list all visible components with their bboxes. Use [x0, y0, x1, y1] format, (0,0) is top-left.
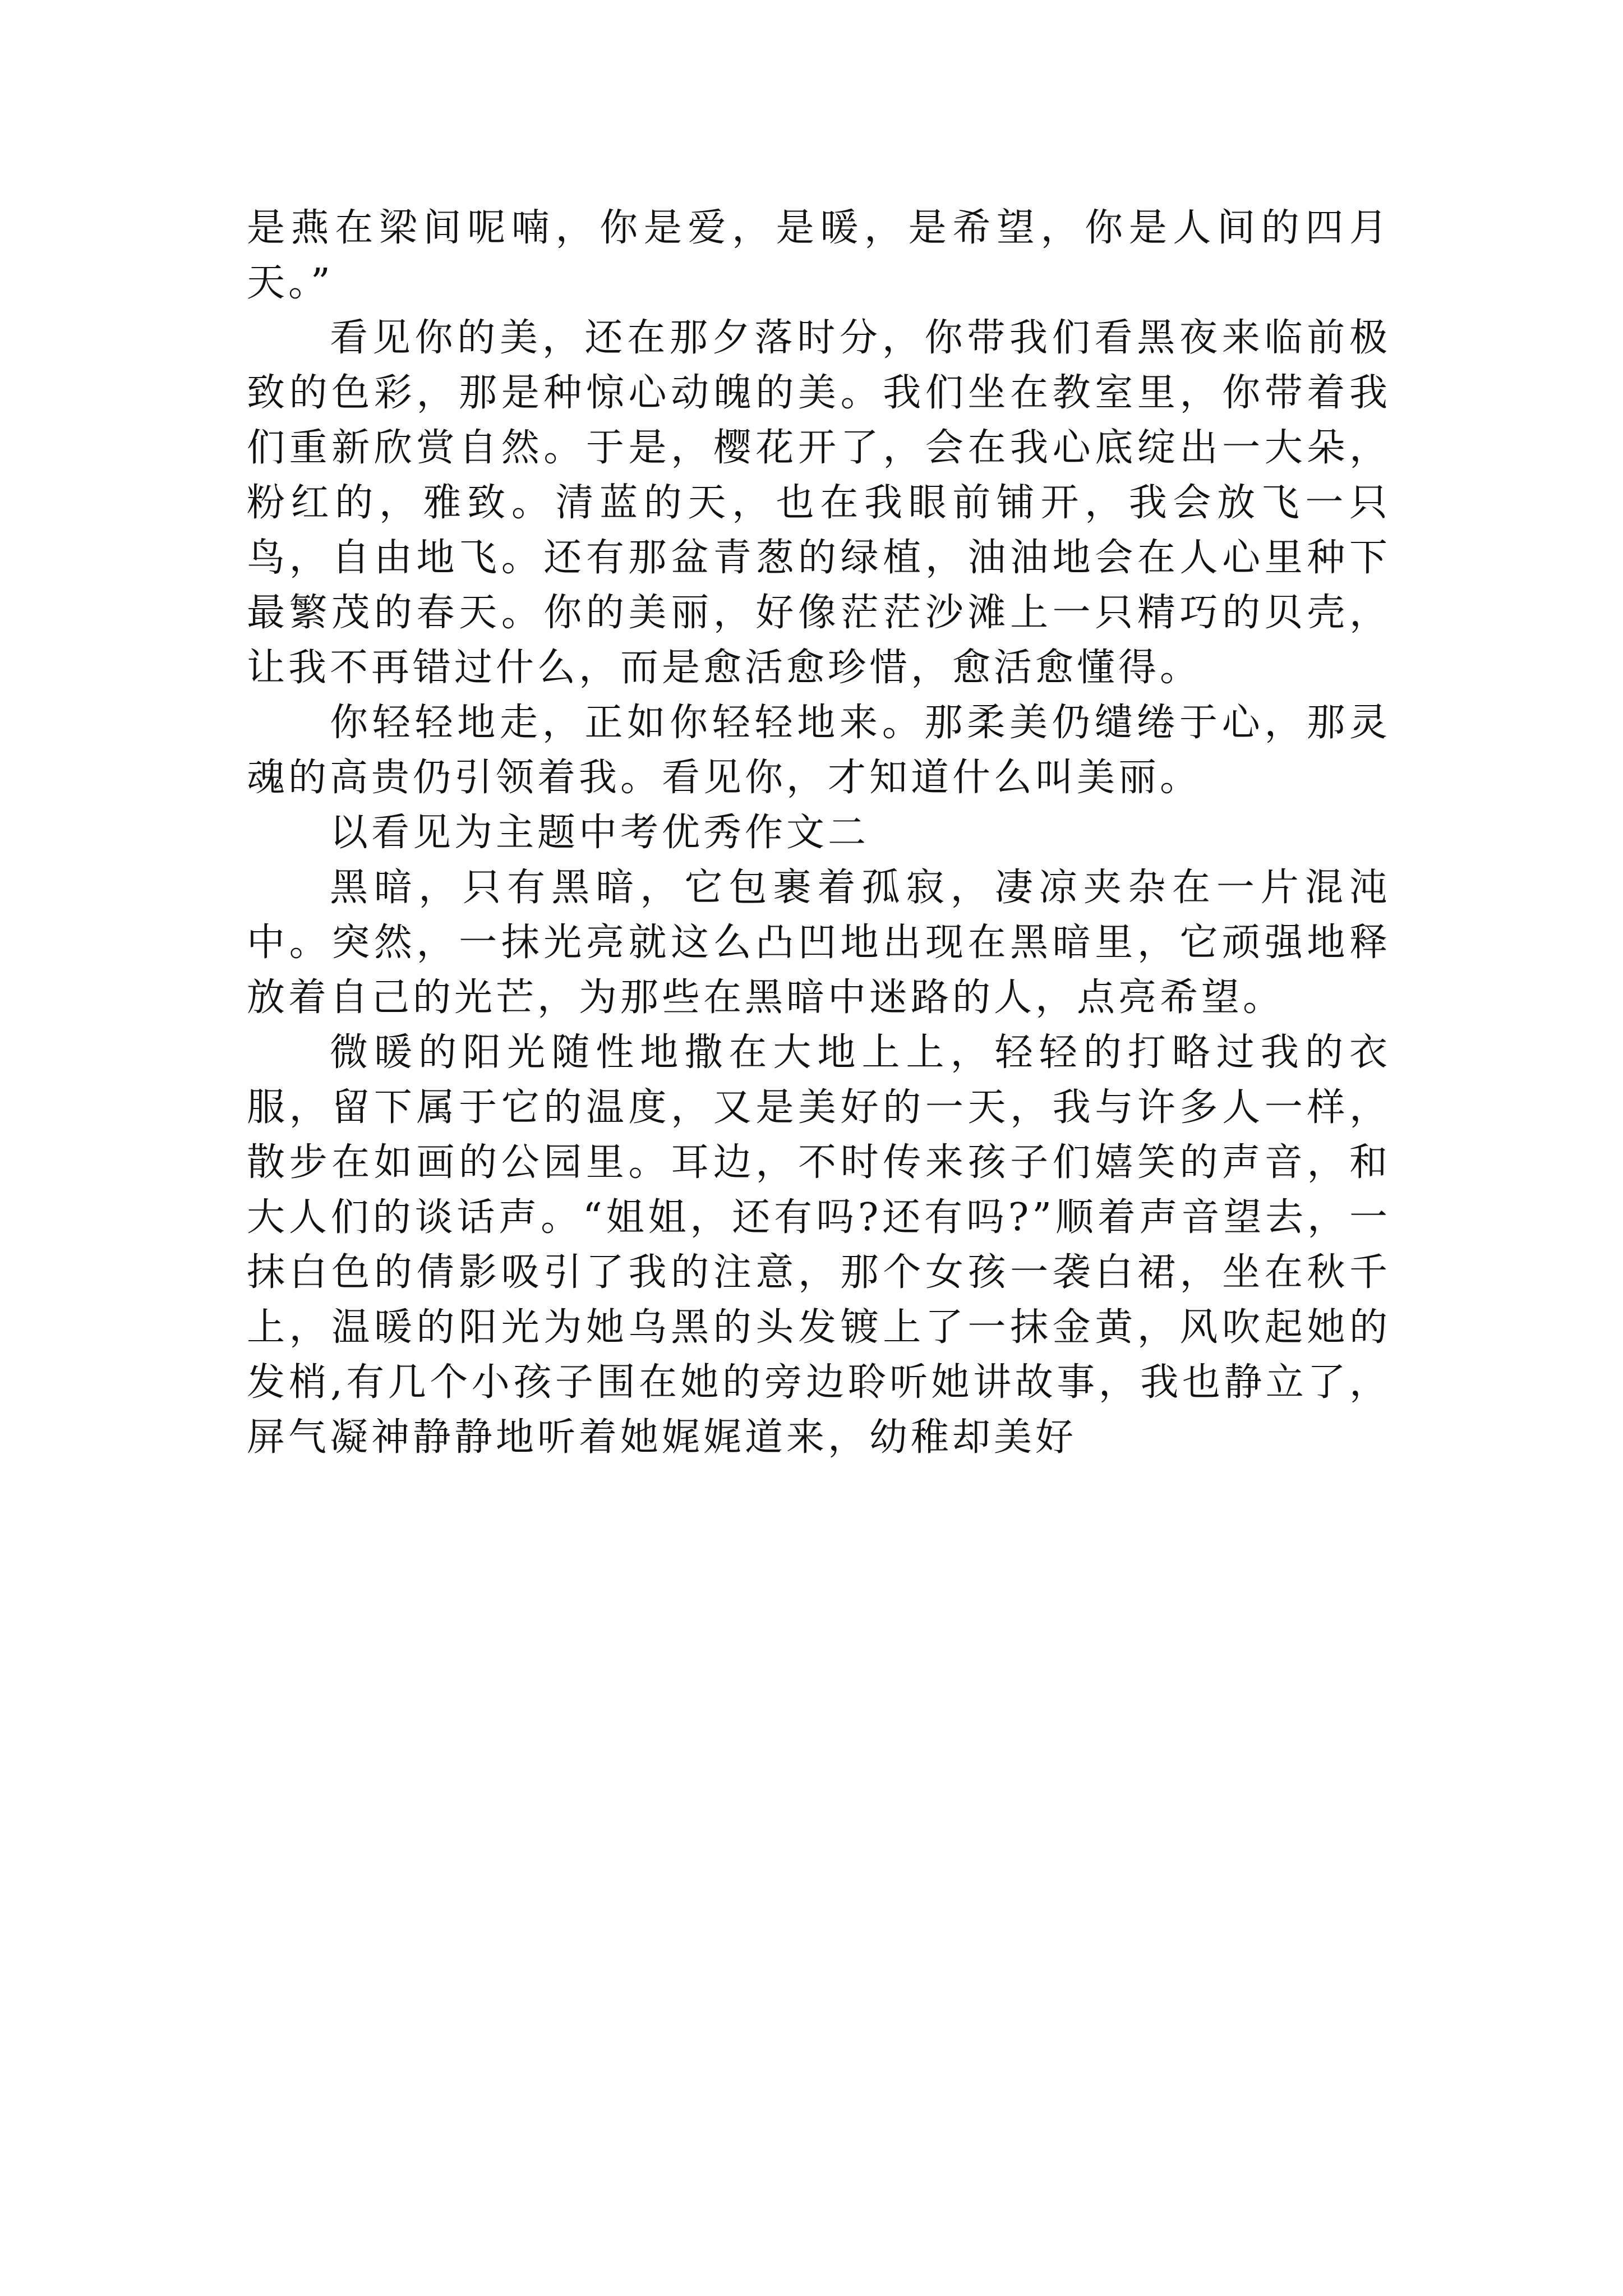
- document-body: [247, 201, 1391, 1465]
- paragraph-1: 是燕在梁间呢喃，你是爱，是暖，是希望，你是人间的四月天。”: [247, 206, 1391, 305]
- section-heading: 以看见为主题中考优秀作文二: [330, 811, 870, 855]
- paragraph-2: 看见你的美，还在那夕落时分，你带我们看黑夜来临前极致的色彩，那是种惊心动魄的美。我们坐在教室里，你带着我们重新欣赏自然。于是，樱花开了，会在我心底绽出一大朵，粉红的，雅致。清蓝的天，也在我眼前铺开，我会放飞一只鸟，自由地飞。还有那盆青葱的绿植，油油地会在人心里种下最繁茂的春天。你的美丽，好像茫茫沙滩上一只精巧的贝壳，让我不再错过什么，而是愈活愈珍惜，愈活愈懂得。: [247, 316, 1391, 690]
- paragraph-5: 微暖的阳光随性地撒在大地上上，轻轻的打略过我的衣服，留下属于它的温度，又是美好的一天，我与许多人一样，散步在如画的公园里。耳边，不时传来孩子们嬉笑的声音，和大人们的谈话声。“姐姐，还有吗?还有吗?”顺着声音望去，一抹白色的倩影吸引了我的注意，那个女孩一袭白裙，坐在秋千上，温暖的阳光为她乌黑的头发镀上了一抹金黄，风吹起她的发梢,有几个小孩子围在她的旁边聆听她讲故事，我也静立了，屏气凝神静静地听着她娓娓道来，幼稚却美好: [247, 1030, 1391, 1460]
- paragraph-3: 你轻轻地走，正如你轻轻地来。那柔美仍缱绻于心，那灵魂的高贵仍引领着我。看见你，才知道什么叫美丽。: [247, 701, 1391, 800]
- paragraph-4: 黑暗，只有黑暗，它包裹着孤寂，凄凉夹杂在一片混沌中。突然，一抹光亮就这么凸凹地出现在黑暗里，它顽强地释放着自己的光芒，为那些在黑暗中迷路的人，点亮希望。: [247, 866, 1391, 1020]
